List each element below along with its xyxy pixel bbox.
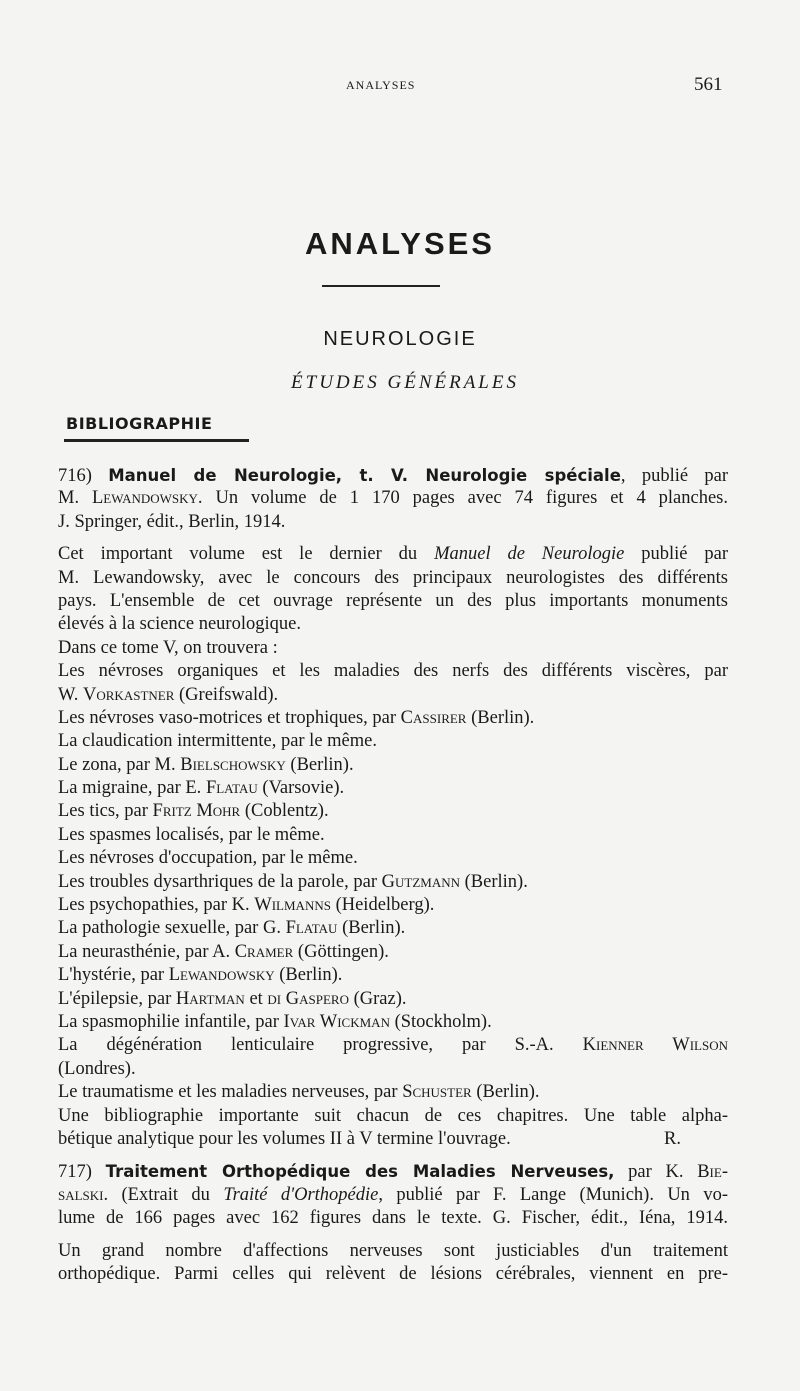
text-line: [58, 777, 728, 800]
paragraph-gap: [58, 534, 728, 543]
bibliography-entry: [58, 1160, 728, 1230]
text-segment: . Un volume de 1 170 pages avec 74 figures et 4 planches.: [197, 488, 728, 509]
text-line: [58, 1263, 728, 1286]
text-line: [58, 684, 728, 707]
text-line: [58, 988, 728, 1011]
author-name: Cramer: [234, 941, 294, 962]
italic-title: Manuel de Neurologie: [434, 544, 625, 565]
text-segment: (Londres).: [58, 1058, 136, 1079]
author-name: Hartman: [175, 988, 245, 1009]
author-name: Fritz Mohr: [152, 801, 241, 822]
running-head: [0, 74, 800, 98]
text-line: [58, 590, 728, 613]
text-line: [58, 1128, 728, 1151]
text-line: [58, 543, 728, 566]
text-segment: La neurasthénie, par A.: [58, 941, 235, 962]
text-segment: 716): [58, 466, 109, 486]
text-segment: Le traumatisme et les maladies nerveuses, par: [58, 1082, 403, 1103]
text-segment: , publié par F. Lange (Munich). Un vo-: [378, 1184, 728, 1205]
text-line: [58, 511, 728, 534]
text-segment: (Göttingen).: [293, 941, 389, 962]
bibliography-rule: [64, 439, 249, 442]
text-line: [58, 1081, 728, 1104]
text-segment: par K.: [614, 1162, 698, 1183]
text-line: [58, 567, 728, 590]
text-segment: Le zona, par M.: [58, 754, 181, 775]
text-line: [58, 1058, 728, 1081]
text-line: [58, 847, 728, 870]
text-segment: M.: [58, 488, 92, 509]
text-segment: (Greifswald).: [174, 684, 279, 705]
section-heading: NEUROLOGIE: [323, 328, 477, 350]
italic-title: Traité d'Orthopédie: [223, 1184, 379, 1205]
text-segment: bétique analytique pour les volumes II à V termine l'ouvrage.: [58, 1128, 511, 1149]
text-segment: (Berlin).: [471, 1082, 540, 1103]
entry-title: Manuel de Neurologie, t. V. Neurologie spéciale: [108, 466, 621, 485]
text-segment: Les troubles dysarthriques de la parole, par: [58, 871, 382, 892]
title-rule: [322, 285, 440, 287]
author-name: Bielschowsky: [180, 754, 286, 775]
text-segment: L'épilepsie, par: [58, 988, 176, 1009]
text-segment: Dans ce tome V, on trouvera :: [58, 637, 278, 658]
paragraph-gap: [58, 1151, 728, 1160]
text-segment: orthopédique. Parmi celles qui relèvent de lésions cérébrales, viennent en pre-: [58, 1263, 728, 1284]
entry-title: Traitement Orthopédique des Maladies Nerveuses,: [105, 1162, 615, 1182]
text-segment: et: [244, 988, 268, 1009]
article-body: [58, 464, 728, 1286]
text-segment: La pathologie sexuelle, par G.: [58, 918, 286, 939]
paragraph-gap: [58, 1231, 728, 1240]
author-name: Kienner Wilson: [582, 1035, 728, 1056]
text-line: [58, 637, 728, 660]
text-segment: (Berlin).: [274, 965, 343, 986]
text-segment: pays. L'ensemble de cet ouvrage représente un des plus importants monuments: [58, 590, 728, 611]
text-segment: J. Springer, édit., Berlin, 1914.: [58, 511, 286, 532]
text-segment: (Varsovie).: [257, 778, 345, 799]
bibliography-entry: [58, 464, 728, 534]
author-name: Cassirer: [400, 707, 467, 728]
author-name: Flatau: [285, 918, 338, 939]
text-segment: Cet important volume est le dernier du: [58, 544, 435, 565]
author-name: Flatau: [205, 778, 258, 799]
review-paragraph: [58, 1240, 728, 1287]
text-line: [58, 894, 728, 917]
text-segment: La dégénération lenticulaire progressive, par S.-A.: [58, 1035, 583, 1056]
text-segment: Les névroses d'occupation, par le même.: [58, 848, 358, 869]
text-segment: Les psychopathies, par K.: [58, 895, 255, 916]
text-segment: La claudication intermittente, par le même.: [58, 731, 377, 752]
text-segment: (Berlin).: [285, 754, 354, 775]
author-name: salski: [58, 1184, 104, 1205]
text-segment: (Heidelberg).: [330, 895, 435, 916]
text-segment: La migraine, par E.: [58, 778, 206, 799]
text-segment: . (Extrait du: [103, 1184, 224, 1205]
text-line: [58, 487, 728, 510]
text-segment: Un grand nombre d'affections nerveuses sont justiciables d'un traitement: [58, 1240, 728, 1261]
page-title: ANALYSES: [305, 226, 495, 261]
text-line: [58, 660, 728, 683]
author-name: Wilmanns: [254, 895, 331, 916]
review-paragraph: [58, 543, 728, 1151]
text-segment: La spasmophilie infantile, par: [58, 1011, 284, 1032]
text-line: [58, 754, 728, 777]
text-segment: Une bibliographie importante suit chacun de ces chapitres. Une table alpha-: [58, 1105, 728, 1126]
text-segment: Les névroses organiques et les maladies des nerfs des différents viscères, par: [58, 661, 728, 682]
text-segment: (Berlin).: [460, 871, 528, 892]
text-line: [58, 964, 728, 987]
author-name: Bie-: [697, 1162, 728, 1183]
page-number: 561: [694, 74, 723, 95]
text-segment: W.: [58, 684, 84, 705]
author-name: Vorkastner: [83, 684, 175, 705]
text-segment: 717): [58, 1162, 106, 1183]
text-line: [58, 1011, 728, 1034]
author-name: Ivar Wickman: [283, 1011, 390, 1032]
text-line: [58, 1105, 728, 1128]
text-line: [58, 613, 728, 636]
running-head-title: ANALYSES: [346, 78, 416, 92]
text-segment: (Coblentz).: [240, 801, 329, 822]
text-line: [58, 1034, 728, 1057]
text-line: [58, 824, 728, 847]
author-name: Gutzmann: [381, 871, 461, 892]
text-line: [58, 871, 728, 894]
text-segment: (Stockholm).: [389, 1011, 492, 1032]
author-name: di Gaspero: [267, 988, 349, 1009]
text-segment: publié par: [624, 544, 728, 565]
reviewer-signature: R.: [664, 1128, 681, 1149]
text-segment: Les spasmes localisés, par le même.: [58, 824, 325, 845]
text-segment: M. Lewandowsky, avec le concours des principaux neurologistes des différents: [58, 567, 728, 588]
text-segment: (Berlin).: [466, 707, 535, 728]
author-name: Lewandowsky: [92, 488, 198, 509]
text-segment: Les tics, par: [58, 801, 153, 822]
text-line: [58, 917, 728, 940]
text-line: [58, 941, 728, 964]
text-segment: L'hystérie, par: [58, 965, 169, 986]
author-name: Schuster: [402, 1082, 472, 1103]
text-line: [58, 1240, 728, 1263]
text-segment: , publié par: [620, 466, 728, 486]
author-name: Lewandowsky: [168, 965, 275, 986]
text-line: [58, 1207, 728, 1230]
text-segment: élevés à la science neurologique.: [58, 614, 301, 635]
text-line: [58, 730, 728, 753]
text-line: [58, 800, 728, 823]
subsection-heading: ÉTUDES GÉNÉRALES: [291, 372, 519, 393]
text-line: [58, 1184, 728, 1207]
text-line: [58, 707, 728, 730]
text-segment: (Graz).: [348, 988, 407, 1009]
text-segment: (Berlin).: [337, 918, 406, 939]
text-segment: lume de 166 pages avec 162 figures dans le texte. G. Fischer, édit., Iéna, 1914.: [58, 1208, 728, 1229]
text-line: [58, 464, 728, 487]
bibliography-heading: BIBLIOGRAPHIE: [66, 414, 213, 433]
text-segment: Les névroses vaso-motrices et trophiques, par: [58, 707, 401, 728]
text-line: [58, 1160, 728, 1183]
